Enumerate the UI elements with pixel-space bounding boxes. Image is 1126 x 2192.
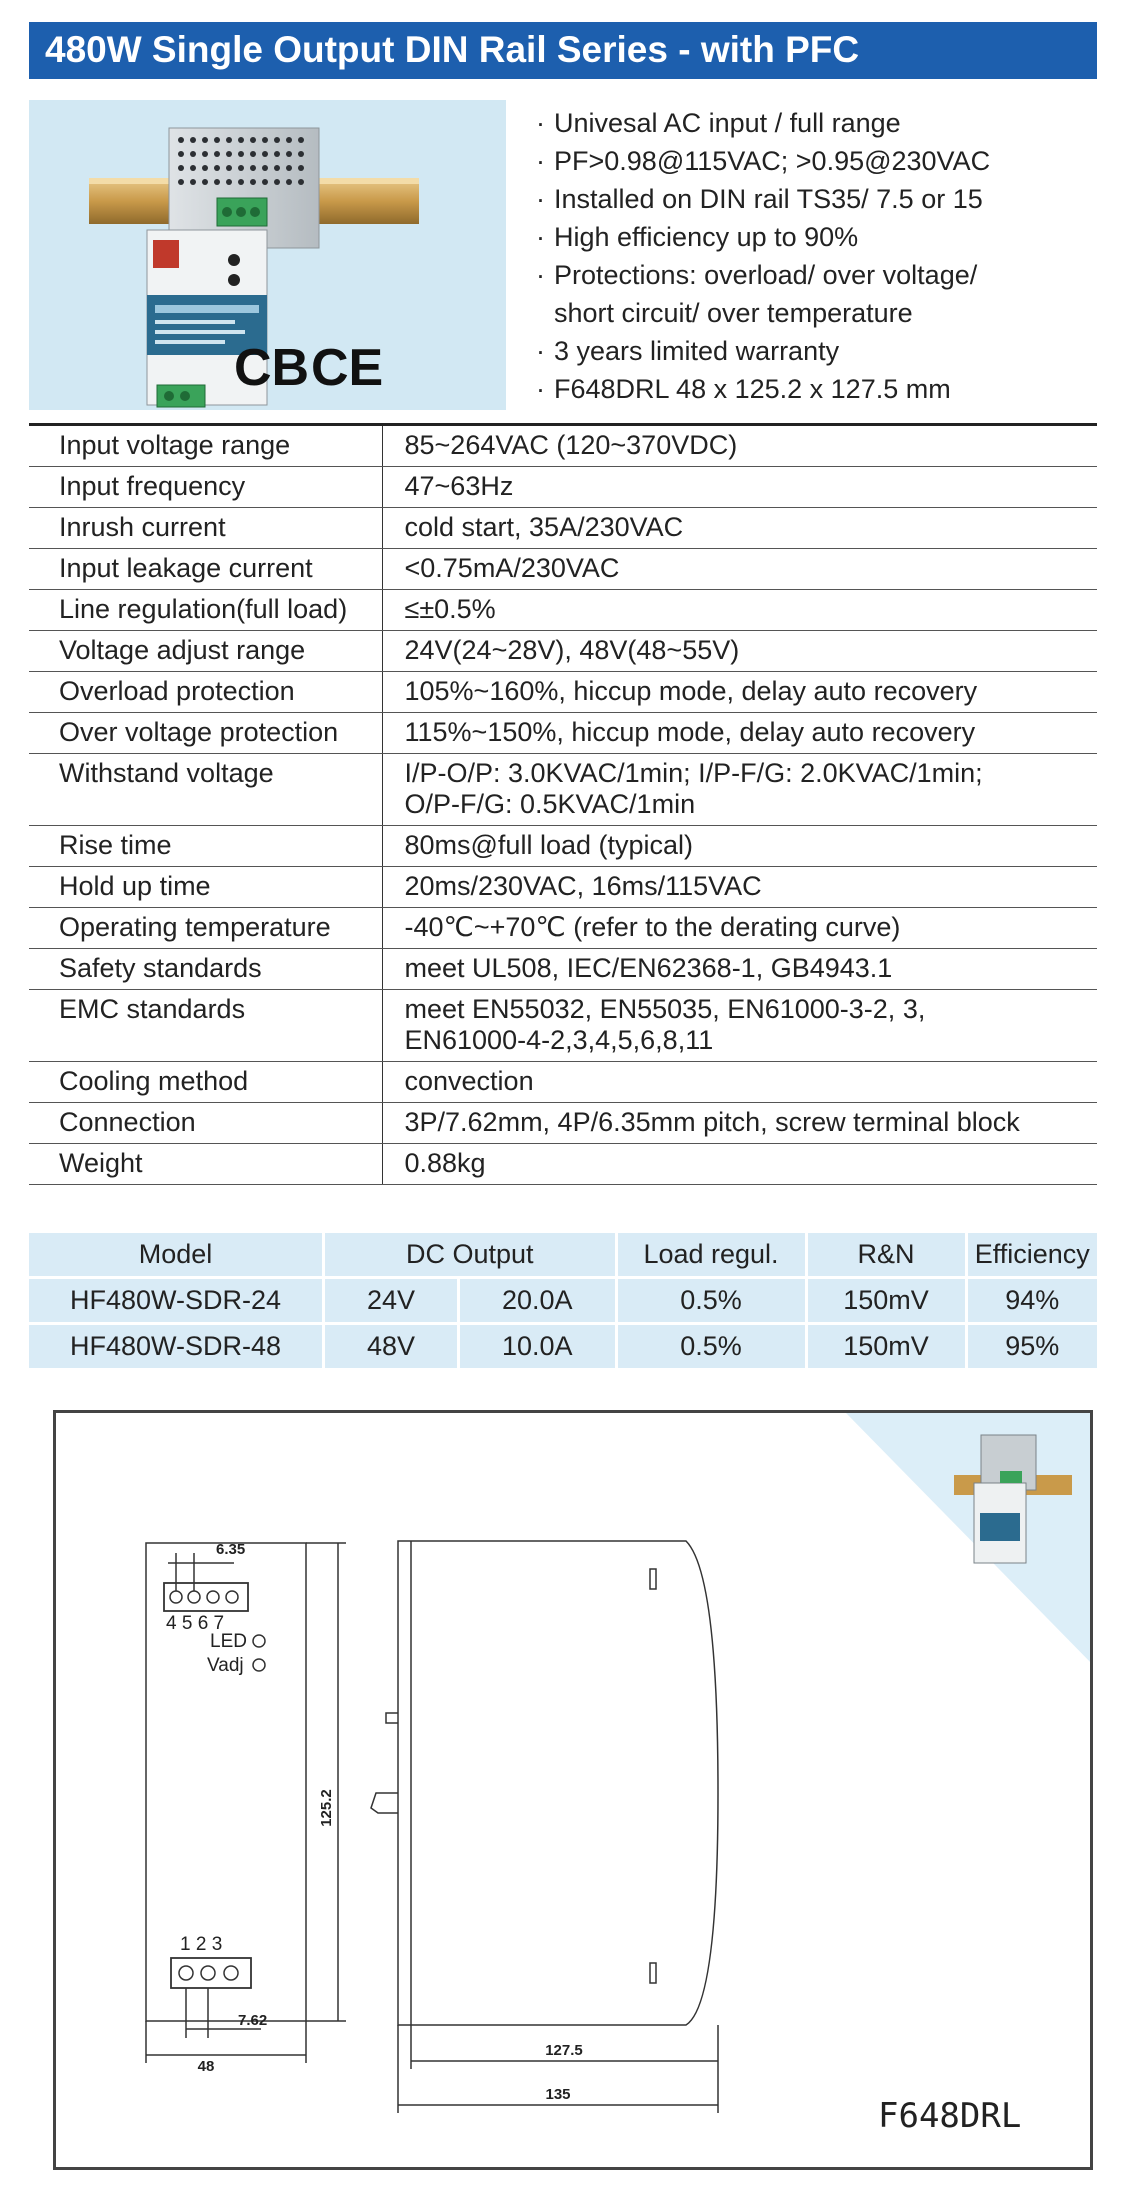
spec-value: ≤±0.5%: [382, 590, 1097, 631]
feature-item: · PF>0.98@115VAC; >0.95@230VAC: [532, 142, 1092, 180]
spec-label: Weight: [29, 1144, 382, 1185]
spec-value: 105%~160%, hiccup mode, delay auto recovery: [382, 672, 1097, 713]
spec-label: Over voltage protection: [29, 713, 382, 754]
table-row: [29, 754, 1097, 826]
bullet-icon: ·: [536, 260, 545, 290]
table-row: [29, 508, 1097, 549]
top-terminal-numbers: 4 5 6 7: [166, 1613, 225, 1634]
table-row: [29, 826, 1097, 867]
feature-item-continued: short circuit/ over temperature: [554, 298, 913, 328]
bullet-icon: ·: [536, 222, 545, 252]
feature-item: · Protections: overload/ over voltage/: [532, 256, 1092, 294]
col-load-regul: Load regul.: [618, 1233, 808, 1279]
table-row: [29, 949, 1097, 990]
table-row: [29, 590, 1097, 631]
table-row: [29, 867, 1097, 908]
spec-label: Rise time: [29, 826, 382, 867]
spec-label: Line regulation(full load): [29, 590, 382, 631]
bullet-icon: ·: [536, 146, 545, 176]
dim-total-depth: 135: [545, 2086, 571, 2103]
dim-height: 125.2: [318, 1789, 335, 1827]
spec-table: [29, 426, 1097, 1185]
spec-value: 80ms@full load (typical): [382, 826, 1097, 867]
mechanical-drawing: [53, 1410, 1093, 2170]
spec-label: Overload protection: [29, 672, 382, 713]
spec-value: 24V(24~28V), 48V(48~55V): [382, 631, 1097, 672]
table-row: [29, 908, 1097, 949]
spec-value: cold start, 35A/230VAC: [382, 508, 1097, 549]
table-row: [29, 426, 1097, 467]
output-current: 20.0A: [460, 1279, 618, 1325]
spec-label: Withstand voltage: [29, 754, 382, 826]
corner-wedge: [846, 1413, 1093, 1668]
spec-value: 0.88kg: [382, 1144, 1097, 1185]
table-row: [29, 549, 1097, 590]
model-name: HF480W-SDR-24: [29, 1279, 325, 1325]
feature-item: · Univesal AC input / full range: [532, 104, 1092, 142]
output-current: 10.0A: [460, 1325, 618, 1371]
efficiency: 94%: [968, 1279, 1097, 1325]
dim-width: 48: [197, 2058, 215, 2075]
table-row: [29, 631, 1097, 672]
model-table: [29, 1233, 1097, 1371]
spec-value: 47~63Hz: [382, 467, 1097, 508]
feature-item: · High efficiency up to 90%: [532, 218, 1092, 256]
spec-label: Input frequency: [29, 467, 382, 508]
col-rn: R&N: [808, 1233, 968, 1279]
vadj-label: Vadj: [207, 1655, 244, 1676]
spec-value: I/P-O/P: 3.0KVAC/1min; I/P-F/G: 2.0KVAC/1min; O/P-F/G: 0.5KVAC/1min: [382, 754, 1097, 826]
model-table-header: [29, 1233, 1097, 1279]
feature-item: · 3 years limited warranty: [532, 332, 1092, 370]
drawing-code: F648DRL: [878, 2096, 1022, 2136]
output-voltage: 24V: [325, 1279, 460, 1325]
side-view: [371, 1541, 718, 2113]
title-bar: [29, 22, 1097, 79]
cb-mark: CB: [234, 339, 310, 397]
feature-list: [532, 104, 1092, 408]
col-efficiency: Efficiency: [968, 1233, 1097, 1279]
load-regulation: 0.5%: [618, 1325, 808, 1371]
table-row: [29, 672, 1097, 713]
load-regulation: 0.5%: [618, 1279, 808, 1325]
efficiency: 95%: [968, 1325, 1097, 1371]
spec-label: Input voltage range: [29, 426, 382, 467]
bullet-icon: ·: [536, 184, 545, 214]
spec-label: Inrush current: [29, 508, 382, 549]
spec-value: 85~264VAC (120~370VDC): [382, 426, 1097, 467]
table-row: [29, 713, 1097, 754]
table-row: [29, 1103, 1097, 1144]
dim-pitch-bottom: 7.62: [238, 2012, 268, 2029]
spec-label: Operating temperature: [29, 908, 382, 949]
dim-depth: 127.5: [545, 2042, 583, 2059]
spec-label: Hold up time: [29, 867, 382, 908]
spec-value: -40℃~+70℃ (refer to the derating curve): [382, 908, 1097, 949]
spec-label: Input leakage current: [29, 549, 382, 590]
spec-value: 20ms/230VAC, 16ms/115VAC: [382, 867, 1097, 908]
table-row: [29, 1325, 1097, 1371]
table-row: [29, 467, 1097, 508]
bullet-icon: ·: [536, 336, 545, 366]
feature-item: · Installed on DIN rail TS35/ 7.5 or 15: [532, 180, 1092, 218]
table-row: [29, 1062, 1097, 1103]
spec-value: convection: [382, 1062, 1097, 1103]
spec-label: Voltage adjust range: [29, 631, 382, 672]
spec-label: Cooling method: [29, 1062, 382, 1103]
spec-label: EMC standards: [29, 990, 382, 1062]
bottom-terminal-numbers: 1 2 3: [180, 1934, 223, 1955]
spec-label: Connection: [29, 1103, 382, 1144]
power-supply-illustration: [29, 100, 506, 410]
spec-value: meet EN55032, EN55035, EN61000-3-2, 3, EN61000-4-2,3,4,5,6,8,11: [382, 990, 1097, 1062]
table-row: [29, 1279, 1097, 1325]
dim-pitch-top: 6.35: [216, 1541, 246, 1558]
product-photo: [29, 100, 506, 410]
ripple-noise: 150mV: [808, 1279, 968, 1325]
feature-item: · F648DRL 48 x 125.2 x 127.5 mm: [532, 370, 1092, 408]
drawing-canvas: [56, 1413, 1093, 2170]
spec-label: Safety standards: [29, 949, 382, 990]
model-name: HF480W-SDR-48: [29, 1325, 325, 1371]
table-row: [29, 990, 1097, 1062]
col-model: Model: [29, 1233, 325, 1279]
output-voltage: 48V: [325, 1325, 460, 1371]
spec-value: 115%~150%, hiccup mode, delay auto recovery: [382, 713, 1097, 754]
spec-value: <0.75mA/230VAC: [382, 549, 1097, 590]
spec-value: meet UL508, IEC/EN62368-1, GB4943.1: [382, 949, 1097, 990]
bullet-icon: ·: [536, 374, 545, 404]
page-title: 480W Single Output DIN Rail Series - with PFC: [45, 29, 860, 70]
led-label: LED: [210, 1631, 247, 1652]
col-dc-output: DC Output: [325, 1233, 618, 1279]
table-row: [29, 1144, 1097, 1185]
ce-mark: CE: [311, 339, 384, 397]
bullet-icon: ·: [536, 108, 545, 138]
spec-value: 3P/7.62mm, 4P/6.35mm pitch, screw terminal block: [382, 1103, 1097, 1144]
ripple-noise: 150mV: [808, 1325, 968, 1371]
